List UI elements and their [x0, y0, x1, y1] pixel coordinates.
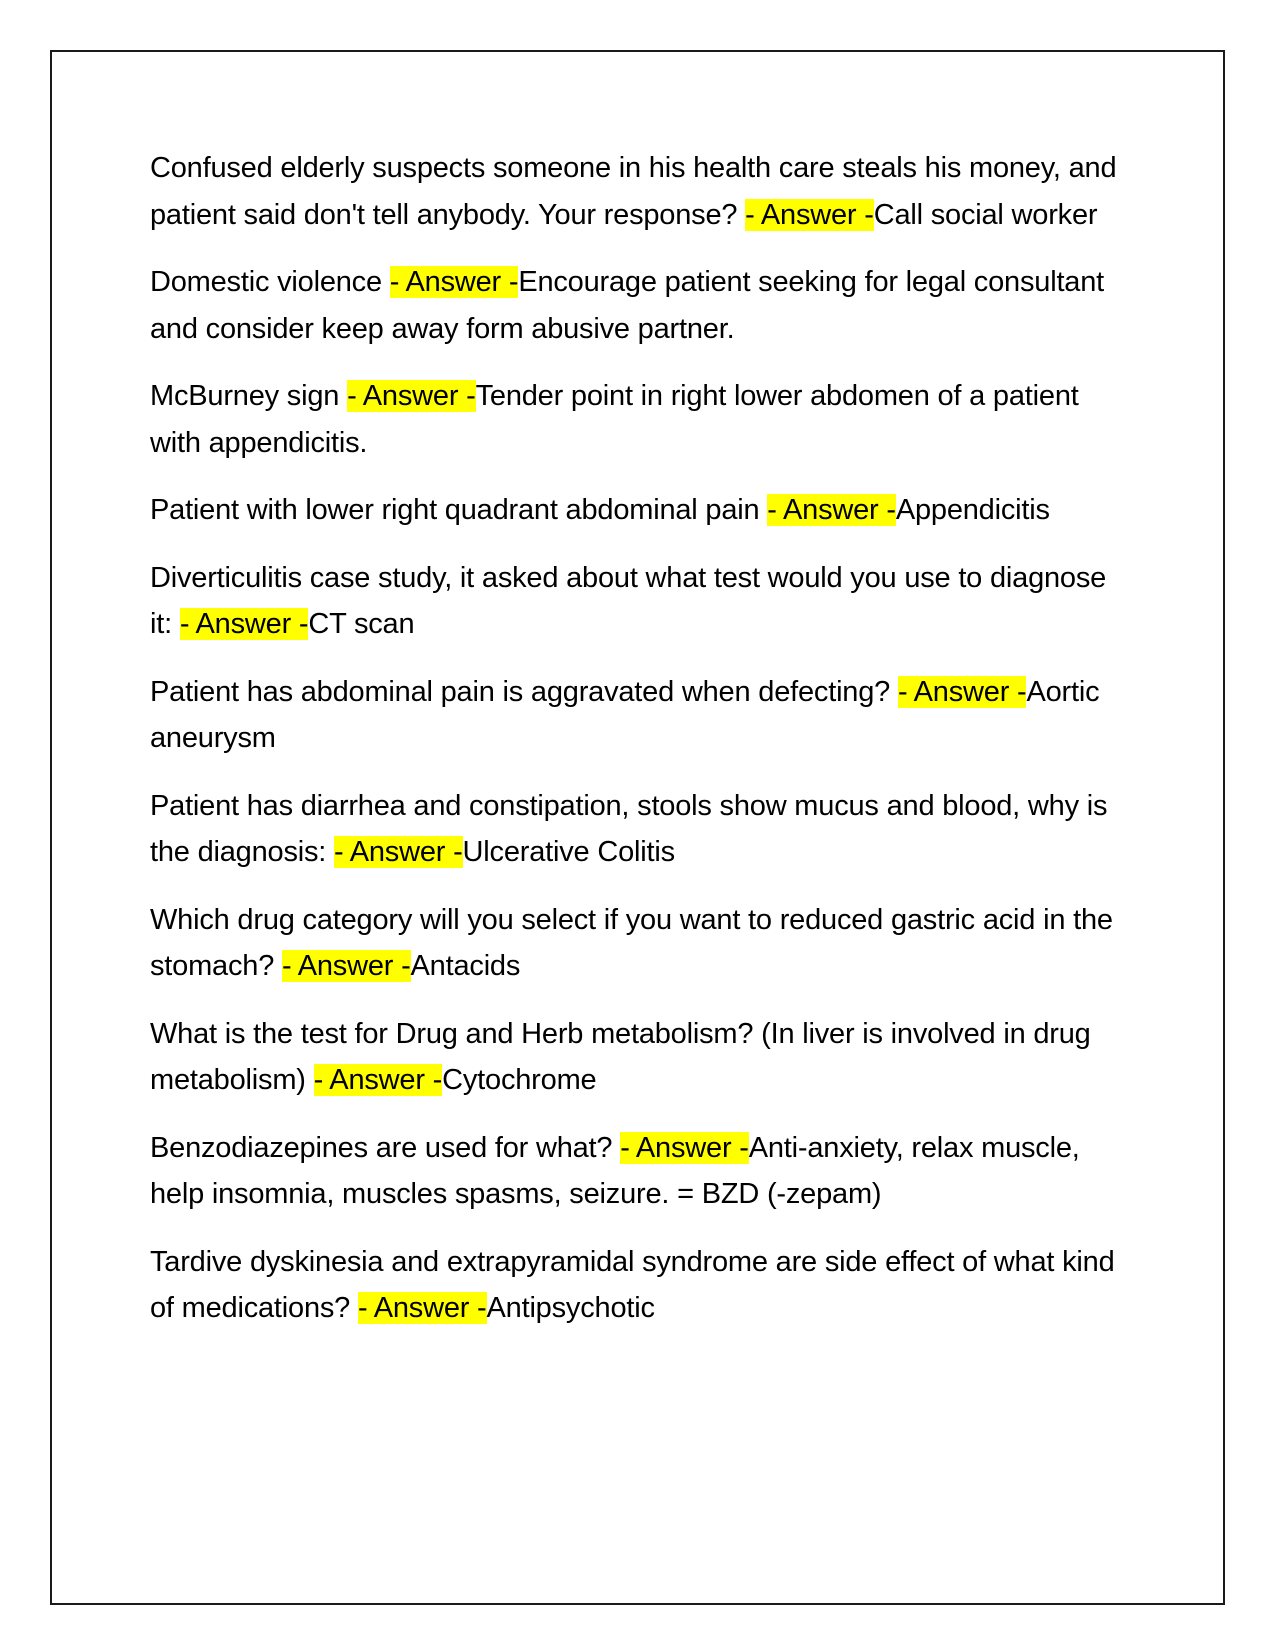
answer-marker: - Answer - [334, 836, 463, 868]
answer-text: Anti-anxiety, relax muscle, help insomnia, muscles spasms, seizure. = BZD (-zepam) [150, 1131, 1080, 1210]
answer-text: Call social worker [873, 198, 1098, 231]
qa-item [150, 897, 1135, 990]
answer-marker: - Answer - [389, 266, 519, 298]
answer-marker: - Answer - [347, 380, 476, 412]
answer-text: Antacids [410, 950, 521, 982]
qa-list [150, 145, 1135, 1353]
question-text: Tardive dyskinesia and extrapyramidal syndrome are side effect of what kind of medications? [150, 1245, 1115, 1324]
answer-text: Encourage patient seeking for legal consultant and consider keep away form abusive partner. [150, 266, 1105, 345]
answer-marker: - Answer - [897, 675, 1027, 708]
question-text: What is the test for Drug and Herb metabolism? (In liver is involved in drug metabolism) [150, 1017, 1091, 1096]
question-text: Patient has diarrhea and constipation, stools show mucus and blood, why is the diagnosis: [150, 789, 1108, 868]
qa-item [150, 1125, 1135, 1218]
answer-text: CT scan [308, 608, 415, 640]
question-text: Which drug category will you select if you want to reduced gastric acid in the stomach? [150, 903, 1113, 982]
qa-item [150, 669, 1135, 762]
qa-item [150, 145, 1135, 238]
answer-text: Appendicitis [895, 494, 1050, 526]
qa-item [150, 373, 1135, 466]
answer-marker: - Answer - [313, 1064, 443, 1096]
answer-marker: - Answer - [179, 608, 309, 640]
question-text: Domestic violence [150, 266, 390, 298]
qa-item [150, 259, 1135, 352]
question-text: Diverticulitis case study, it asked about what test would you use to diagnose it: [150, 561, 1107, 640]
qa-item [150, 555, 1135, 648]
answer-marker: - Answer - [620, 1131, 749, 1164]
question-text: Benzodiazepines are used for what? [150, 1131, 621, 1164]
answer-marker: - Answer - [357, 1292, 487, 1324]
answer-text: Aortic aneurysm [150, 675, 1100, 754]
answer-marker: - Answer - [745, 198, 874, 231]
answer-marker: - Answer - [767, 494, 896, 526]
question-text: McBurney sign [150, 380, 348, 412]
question-text: Patient has abdominal pain is aggravated when defecting? [150, 675, 898, 708]
answer-text: Ulcerative Colitis [462, 836, 675, 868]
answer-text: Tender point in right lower abdomen of a patient with appendicitis. [150, 380, 1079, 459]
qa-item [150, 783, 1135, 876]
question-text: Patient with lower right quadrant abdominal pain [150, 494, 768, 526]
qa-item [150, 1011, 1135, 1104]
question-text: Confused elderly suspects someone in his health care steals his money, and patient said don't tell anybody. Your response? [150, 152, 1117, 231]
qa-item [150, 487, 1135, 534]
answer-text: Cytochrome [442, 1064, 597, 1096]
answer-text: Antipsychotic [486, 1292, 655, 1324]
answer-marker: - Answer - [282, 950, 411, 982]
qa-item [150, 1239, 1135, 1332]
